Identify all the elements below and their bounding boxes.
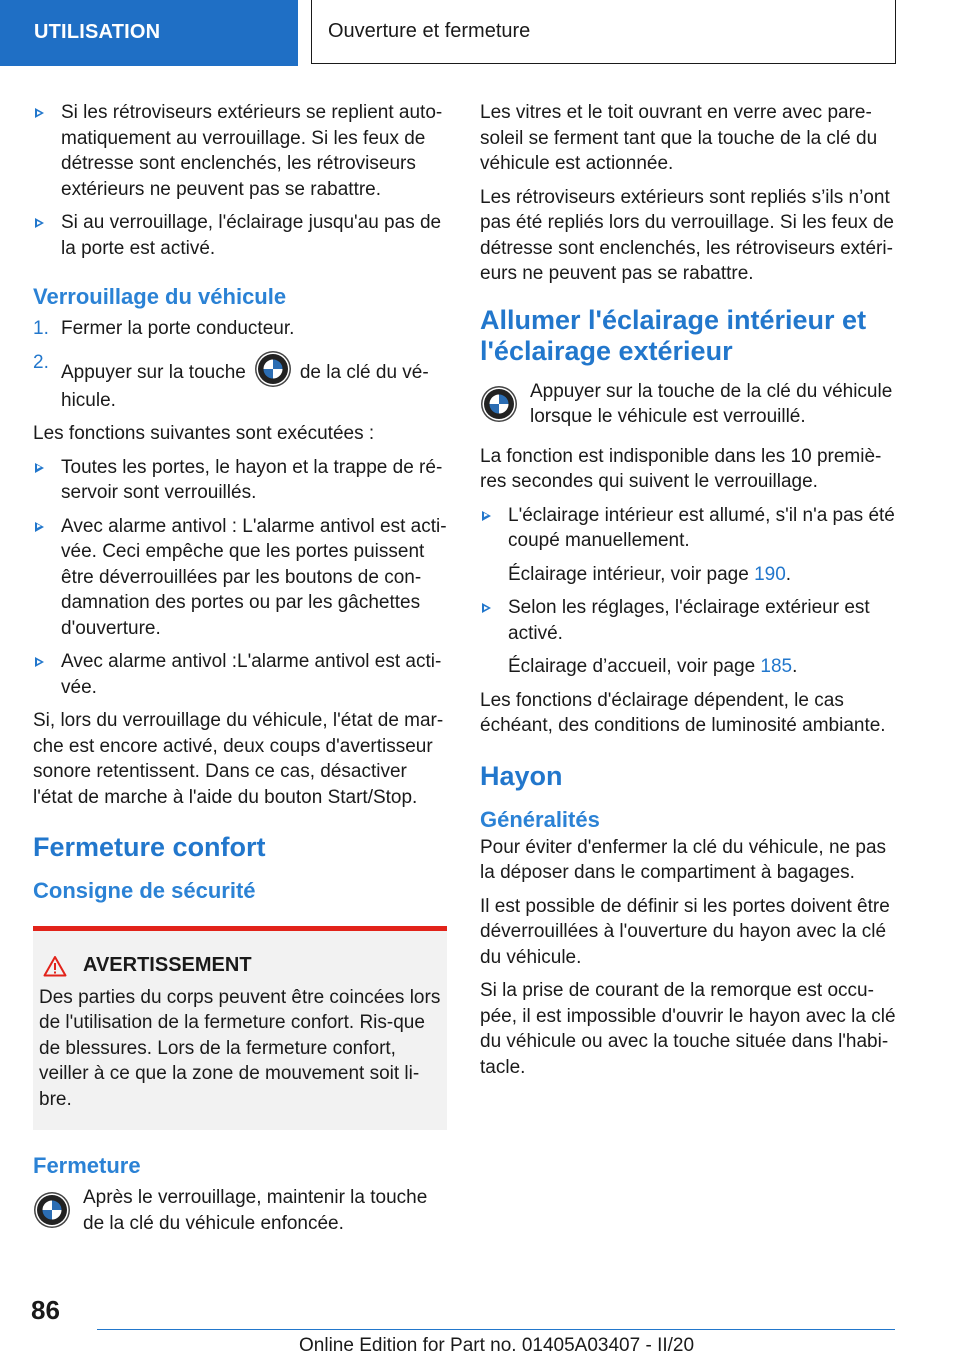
- heading-fermeture-confort: Fermeture confort: [33, 832, 266, 862]
- warning-title: AVERTISSEMENT: [83, 954, 252, 976]
- page-reference: Éclairage d’accueil, voir page 185.: [508, 656, 798, 677]
- heading-verrouillage: Verrouillage du véhicule: [33, 284, 287, 309]
- page-link[interactable]: 185: [760, 656, 793, 677]
- page-header: [0, 0, 960, 66]
- paragraph: La fonction est indisponible dans les 10 premiè‐res secondes qui suivent le verrouillage.: [480, 445, 882, 492]
- heading-generalites: Généralités: [480, 806, 600, 832]
- triangle-bullet-icon: [482, 603, 491, 613]
- step-item: 2. Appuyer sur la touche de la clé du vé‐hicule.: [33, 351, 429, 411]
- list-item: Avec alarme antivol : L'alarme antivol est acti‐vée. Ceci empêche que les portes puissent être déverrouillées par les boutons de con‐damnation des portes ou par les gâchettes d'ouverture.: [33, 514, 447, 642]
- page-reference: Éclairage intérieur, voir page 190.: [508, 563, 792, 585]
- paragraph: Les vitres et le toit ouvrant en verre avec pare-soleil se ferment tant que la touche de la clé du véhicule est actionnée.: [480, 102, 878, 174]
- list-item: Toutes les portes, le hayon et la trappe de ré‐servoir sont verrouillés.: [33, 455, 447, 506]
- icon-paragraph: Après le verrouillage, maintenir la touche de la clé du véhicule enfoncée.: [33, 1185, 447, 1236]
- warning-text: Des parties du corps peuvent être coincées lors de l'utilisation de la fermeture confort. Ris‐que de blessures. Lors de la fermeture confort, veiller à ce que la zone de mouvement soit li‐bre.: [39, 986, 441, 1110]
- heading-hayon: Hayon: [480, 760, 563, 791]
- section-tab: UTILISATION: [0, 0, 298, 66]
- step-item: 1. Fermer la porte conducteur.: [33, 318, 295, 339]
- triangle-bullet-icon: [482, 511, 491, 521]
- warning-triangle-icon: [43, 955, 67, 977]
- edition-label: Online Edition for Part no. 01405A03407 - II/20: [299, 1335, 695, 1356]
- bmw-key-button-icon: [33, 1191, 71, 1229]
- warning-box: [33, 926, 447, 1130]
- list-item: Avec alarme antivol :L'alarme antivol est acti‐vée.: [33, 649, 447, 700]
- paragraph: Les fonctions d'éclairage dépendent, le cas échéant, des conditions de luminosité ambiante.: [480, 689, 886, 736]
- list-item: L'éclairage intérieur est allumé, s'il n'a pas été coupé manuellement.: [480, 503, 896, 554]
- bmw-key-button-icon: [254, 350, 292, 388]
- paragraph: Il est possible de définir si les portes doivent être déverrouillées à l'ouverture du hayon avec la clé du véhicule.: [480, 895, 890, 968]
- topic-title: Ouverture et fermeture: [311, 0, 896, 64]
- paragraph: Si, lors du verrouillage du véhicule, l'état de mar‐che est encore activé, deux coups d'avertisseur sonore retentissent. Dans ce cas, désactiver l'état de marche à l'aide du bouton Start/Stop.: [33, 710, 444, 808]
- triangle-bullet-icon: [35, 463, 44, 473]
- right-column: [480, 100, 896, 1088]
- footer-divider: [97, 1329, 895, 1330]
- paragraph: Pour éviter d'enfermer la clé du véhicule, ne pas la déposer dans le compartiment à bagages.: [480, 836, 887, 883]
- heading-consigne: Consigne de sécurité: [33, 878, 256, 903]
- page-link[interactable]: 190: [754, 563, 786, 585]
- page-number: 86: [31, 1295, 60, 1325]
- icon-paragraph: Appuyer sur la touche de la clé du véhicule lorsque le véhicule est verrouillé.: [480, 379, 896, 430]
- paragraph: Les rétroviseurs extérieurs sont repliés s’ils n’ont pas été repliés lors du verrouillage. Si les feux de détresse sont enclenchés, les rétroviseurs extéri‐eurs ne peuvent pas se rabattre.: [480, 186, 895, 284]
- bmw-key-button-icon: [480, 385, 518, 423]
- heading-fermeture: Fermeture: [33, 1153, 141, 1178]
- heading-allumer-eclairage: Allumer l'éclairage intérieur et l'éclairage extérieur: [480, 304, 867, 366]
- functions-intro: Les fonctions suivantes sont exécutées :: [33, 423, 375, 444]
- paragraph: Si la prise de courant de la remorque est occu‐pée, il est impossible d'ouvrir le hayon avec la clé du véhicule ou avec la touche située dans l'habi‐tacle.: [480, 980, 896, 1078]
- list-item: Si les rétroviseurs extérieurs se replient auto‐matiquement au verrouillage. Si les feux de détresse sont enclenchés, les rétroviseurs extérieurs ne peuvent pas se rabattre.: [33, 100, 447, 202]
- triangle-bullet-icon: [35, 657, 44, 667]
- left-column: [33, 100, 447, 1244]
- list-item: Selon les réglages, l'éclairage extérieur est activé.: [480, 595, 896, 646]
- triangle-bullet-icon: [35, 108, 44, 118]
- triangle-bullet-icon: [35, 522, 44, 532]
- triangle-bullet-icon: [35, 218, 44, 228]
- list-item: Si au verrouillage, l'éclairage jusqu'au pas de la porte est activé.: [33, 210, 447, 261]
